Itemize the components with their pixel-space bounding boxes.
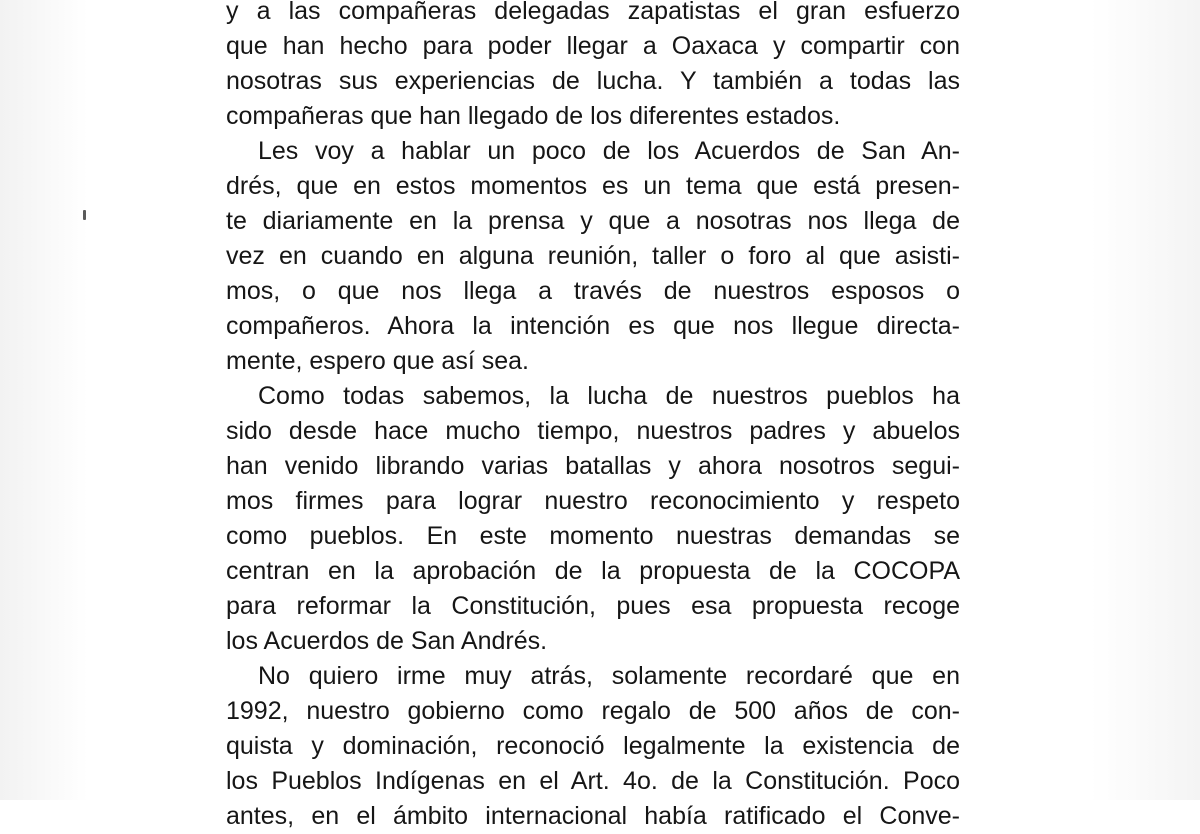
body-text [226,0,960,834]
text-line: Como todas sabemos, la lucha de nuestros pueblos ha [258,382,960,410]
text-line: mente, espero que así sea. [226,347,529,375]
text-line: No quiero irme muy atrás, solamente recordaré que en [258,662,960,690]
text-line: sido desde hace mucho tiempo, nuestros padres y abuelos [226,417,960,445]
text-line: y a las compañeras delegadas zapatistas el gran esfuerzo [226,0,960,25]
paragraph [226,0,960,134]
text-line: mos, o que nos llega a través de nuestros esposos o [226,277,960,305]
paragraph [226,134,960,379]
text-line: centran en la aprobación de la propuesta de la COCOPA [226,557,960,585]
page-right-margin [1090,0,1200,800]
page-left-margin [0,0,88,800]
text-line: te diariamente en la prensa y que a nosotras nos llega de [226,207,960,235]
text-line: los Pueblos Indígenas en el Art. 4o. de la Constitución. Poco [226,767,960,795]
text-line: compañeros. Ahora la intención es que nos llegue directa- [226,312,960,340]
text-line: que han hecho para poder llegar a Oaxaca y compartir con [226,32,960,60]
paragraph [226,379,960,659]
text-line: 1992, nuestro gobierno como regalo de 500 años de con- [226,697,960,725]
text-line: los Acuerdos de San Andrés. [226,627,548,655]
paragraph [226,659,960,834]
text-line: como pueblos. En este momento nuestras demandas se [226,522,960,550]
text-line: quista y dominación, reconoció legalmente la existencia de [226,732,960,760]
text-line: para reformar la Constitución, pues esa propuesta recoge [226,592,960,620]
scan-speck [83,210,86,220]
text-line: antes, en el ámbito internacional había ratificado el Conve- [226,802,960,830]
text-line: drés, que en estos momentos es un tema que está presen- [226,172,960,200]
text-line: vez en cuando en alguna reunión, taller o foro al que asisti- [226,242,960,270]
text-line: nosotras sus experiencias de lucha. Y también a todas las [226,67,960,95]
text-line: han venido librando varias batallas y ahora nosotros segui- [226,452,960,480]
text-line: mos firmes para lograr nuestro reconocimiento y respeto [226,487,960,515]
text-line: compañeras que han llegado de los diferentes estados. [226,102,841,130]
text-line: Les voy a hablar un poco de los Acuerdos de San An- [258,137,960,165]
